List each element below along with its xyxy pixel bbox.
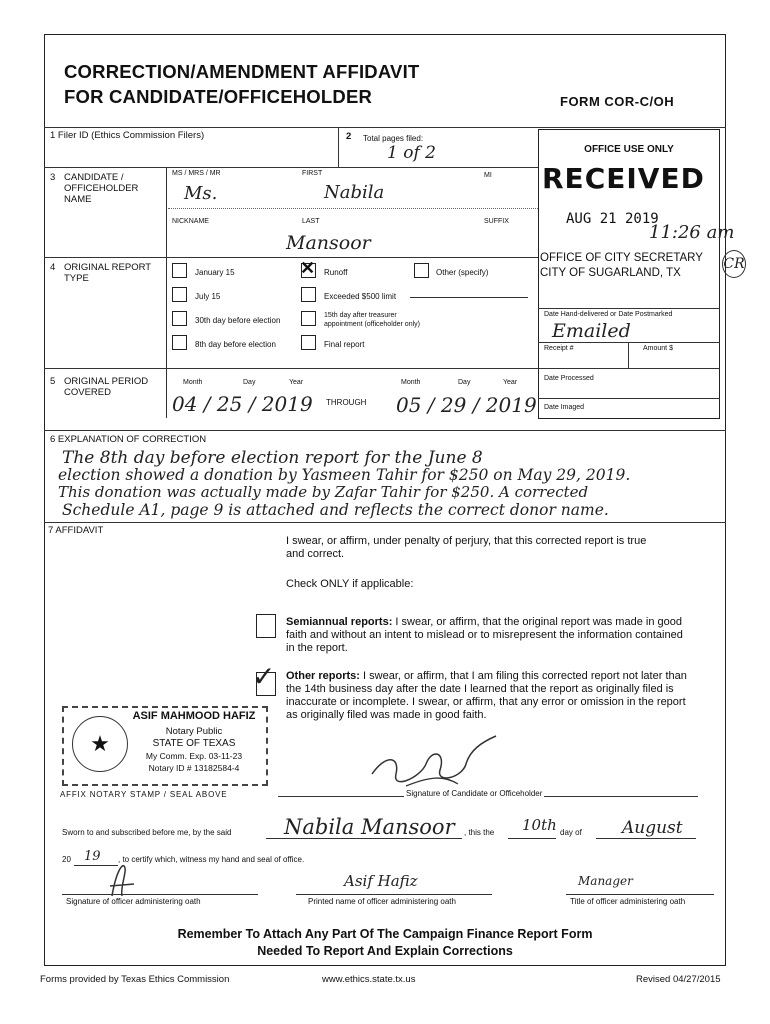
received-time: 11:26 am	[649, 222, 735, 243]
office-use-title: OFFICE USE ONLY	[584, 144, 674, 155]
certify-text: , to certify which, witness my hand and seal of office.	[118, 855, 305, 864]
from-year-label: Year	[289, 379, 304, 386]
8day-label: 8th day before election	[195, 340, 276, 349]
15day-label-b: appointment (officeholder only)	[324, 321, 420, 328]
processed-label: Date Processed	[544, 375, 594, 382]
explanation-line3: This donation was actually made by Zafar Tahir for $250. A corrected	[58, 483, 589, 501]
footer-revised: Revised 04/27/2015	[636, 974, 721, 985]
other-label: Other (specify)	[436, 268, 489, 277]
other-reports-text	[286, 670, 690, 722]
sec4-num: 4	[50, 262, 56, 273]
sec5-num: 5	[50, 376, 56, 387]
pages-value: 1 of 2	[387, 143, 436, 163]
through-label: THROUGH	[326, 398, 367, 407]
from-day-label: Day	[243, 379, 256, 386]
filer-id-label: 1 Filer ID (Ethics Commission Filers)	[50, 130, 205, 141]
from-month-label: Month	[183, 379, 203, 386]
to-date-value: 05 / 29 / 2019	[396, 393, 537, 417]
form-code: FORM COR-C/OH	[560, 94, 675, 109]
final-checkbox[interactable]	[301, 335, 316, 350]
explanation-line4: Schedule A1, page 9 is attached and reflects the correct donor name.	[62, 501, 609, 519]
nickname-label: NICKNAME	[172, 218, 209, 225]
date-delivered-value: Emailed	[552, 320, 631, 342]
footer-url: www.ethics.state.tx.us	[322, 974, 416, 985]
amount-label: Amount $	[643, 345, 673, 352]
semiannual-body: I swear, or affirm, that the original report was made in good faith and without an intent to mislead or to misrepresent the information contained in the report.	[286, 616, 683, 654]
from-date-value: 04 / 25 / 2019	[172, 392, 313, 416]
notary-name: ASIF MAHMOOD HAFIZ	[132, 710, 256, 722]
jan15-checkbox[interactable]	[172, 263, 187, 278]
exceeded-label: Exceeded $500 limit	[324, 292, 397, 301]
runoff-check-mark: ✕	[300, 258, 316, 278]
sworn-prefix: Sworn to and subscribed before me, by the said	[62, 828, 232, 837]
semiannual-checkbox[interactable]	[256, 614, 276, 638]
jul15-checkbox[interactable]	[172, 287, 187, 302]
first-label: FIRST	[302, 170, 323, 177]
officer-sig-label: Signature of officer administering oath	[66, 897, 201, 906]
jan15-label: January 15	[195, 268, 235, 277]
to-month-label: Month	[401, 379, 421, 386]
sec4-label: ORIGINAL REPORT TYPE	[64, 262, 151, 284]
semiannual-text	[286, 616, 690, 655]
sworn-name: Nabila Mansoor	[284, 815, 455, 839]
exceeded-checkbox[interactable]	[301, 287, 316, 302]
15day-label-a: 15th day after treasurer	[324, 312, 397, 319]
day-of-label: day of	[560, 828, 582, 837]
candidate-signature	[366, 734, 506, 794]
suffix-label: SUFFIX	[484, 218, 509, 225]
to-year-label: Year	[503, 379, 518, 386]
30day-label: 30th day before election	[195, 316, 281, 325]
form-title-line1: CORRECTION/AMENDMENT AFFIDAVIT	[64, 61, 420, 82]
sec6-label: 6 EXPLANATION OF CORRECTION	[50, 434, 207, 445]
jul15-label: July 15	[195, 292, 221, 301]
sworn-day: 10th	[522, 816, 557, 834]
first-value: Nabila	[324, 182, 385, 203]
other-checkbox[interactable]	[414, 263, 429, 278]
to-day-label: Day	[458, 379, 471, 386]
officer-title-value: Manager	[578, 874, 633, 888]
mi-label: MI	[484, 172, 492, 179]
final-label: Final report	[324, 340, 365, 349]
last-label: LAST	[302, 218, 320, 225]
pages-num: 2	[346, 131, 352, 142]
15day-checkbox[interactable]	[301, 311, 316, 326]
sec7-label: 7 AFFIDAVIT	[48, 525, 104, 536]
officer-title-label: Title of officer administering oath	[570, 897, 686, 906]
initials: CR	[722, 250, 746, 278]
received-stamp: RECEIVED	[542, 162, 705, 195]
remember-line2: Needed To Report And Explain Corrections	[257, 944, 513, 958]
notary-id: Notary ID # 13182584-4	[148, 763, 240, 773]
ms-value: Ms.	[184, 183, 218, 204]
swear-text: I swear, or affirm, under penalty of perjury, that this corrected report is true and correct.	[286, 535, 647, 560]
runoff-label: Runoff	[324, 268, 348, 277]
printed-name-label: Printed name of officer administering oath	[308, 897, 456, 906]
remember-line1: Remember To Attach Any Part Of The Campaign Finance Report Form	[177, 927, 593, 941]
other-reports-title: Other reports:	[286, 670, 360, 682]
last-value: Mansoor	[286, 232, 371, 254]
ms-label: MS / MRS / MR	[172, 170, 221, 177]
semiannual-title: Semiannual reports:	[286, 616, 393, 628]
notary-seal-icon: ★	[72, 716, 128, 772]
other-reports-check-mark: ✓	[252, 660, 276, 693]
check-only-text: Check ONLY if applicable:	[286, 578, 414, 590]
this-the-label: , this the	[464, 828, 495, 837]
sworn-month: August	[622, 818, 683, 838]
year-value: 19	[84, 849, 101, 864]
8day-checkbox[interactable]	[172, 335, 187, 350]
30day-checkbox[interactable]	[172, 311, 187, 326]
office-line1: OFFICE OF CITY SECRETARY	[540, 252, 703, 264]
notary-state: STATE OF TEXAS	[152, 738, 236, 749]
sec3-label: CANDIDATE / OFFICEHOLDER NAME	[64, 172, 139, 205]
signature-candidate-label: Signature of Candidate or Officeholder	[406, 789, 543, 798]
explanation-line2: election showed a donation by Yasmeen Tahir for $250 on May 29, 2019.	[58, 466, 631, 484]
year-prefix: 20	[62, 855, 71, 864]
office-line2: CITY OF SUGARLAND, TX	[540, 267, 681, 279]
form-title-line2: FOR CANDIDATE/OFFICEHOLDER	[64, 86, 373, 107]
notary-expires: My Comm. Exp. 03-11-23	[145, 751, 243, 761]
explanation-line1: The 8th day before election report for the June 8	[62, 448, 483, 468]
received-date: AUG 21 2019	[566, 211, 659, 227]
imaged-label: Date Imaged	[544, 404, 585, 411]
sec3-num: 3	[50, 172, 56, 183]
footer-provided: Forms provided by Texas Ethics Commission	[40, 974, 230, 985]
notary-caption: AFFIX NOTARY STAMP / SEAL ABOVE	[60, 790, 228, 799]
sec5-label: ORIGINAL PERIOD COVERED	[64, 376, 149, 398]
receipt-label: Receipt #	[544, 345, 574, 352]
pages-label: Total pages filed:	[363, 134, 424, 143]
printed-name-value: Asif Hafiz	[344, 872, 418, 890]
date-delivered-label: Date Hand-delivered or Date Postmarked	[544, 311, 673, 318]
other-reports-body: I swear, or affirm, that I am filing this corrected report not later than the 14th business day after the date I learned that the report as originally filed is inaccurate or incomplete. I swear, or affirm, that any error or omission in the report as originally filed was made in good faith.	[286, 670, 687, 721]
notary-title: Notary Public	[165, 726, 223, 737]
